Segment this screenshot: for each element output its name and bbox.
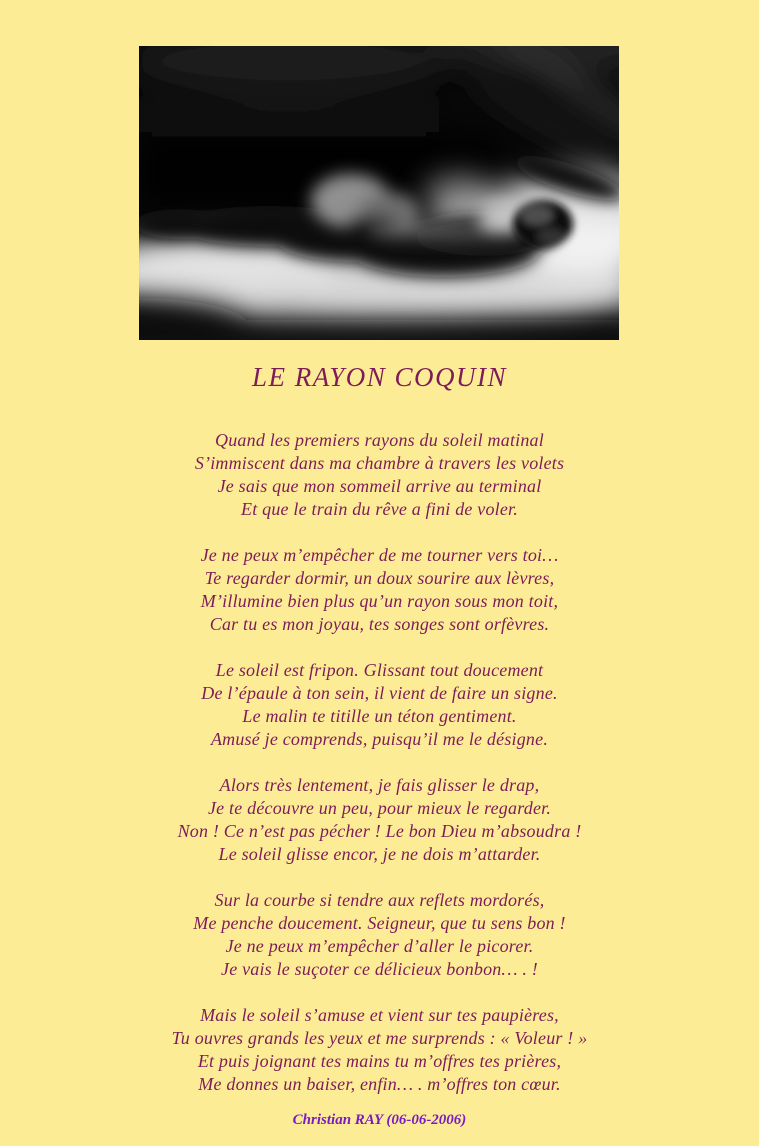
poem-title: LE RAYON COQUIN (251, 362, 508, 392)
poem-line: Je vais le suçoter ce délicieux bonbon… . ! (221, 959, 538, 979)
stanza-6 (0, 1004, 759, 1096)
stanza-1 (0, 429, 759, 521)
poem-line: Et puis joignant tes mains tu m’offres tes prières, (197, 1051, 562, 1071)
poem-line: Le soleil glisse encor, je ne dois m’attarder. (218, 844, 541, 864)
poem-line: Non ! Ce n’est pas pécher ! Le bon Dieu m’absoudra ! (177, 821, 582, 841)
poem-line: Le soleil est fripon. Glissant tout doucement (215, 660, 544, 680)
poem-line: Je te découvre un peu, pour mieux le regarder. (207, 798, 552, 818)
poem-line: M’illumine bien plus qu’un rayon sous mon toit, (200, 591, 559, 611)
poem-line: Me donnes un baiser, enfin… . m’offres ton cœur. (198, 1074, 561, 1094)
stanza-2 (0, 544, 759, 636)
poem-line: Amusé je comprends, puisqu’il me le désigne. (210, 729, 549, 749)
poem-body (0, 429, 759, 1096)
poem-line: Le malin te titille un téton gentiment. (242, 706, 517, 726)
poem-line: Sur la courbe si tendre aux reflets mordorés, (214, 890, 545, 910)
poem-line: Je ne peux m’empêcher d’aller le picorer. (225, 936, 534, 956)
author-signature: Christian RAY (06-06-2006) (292, 1112, 467, 1128)
poem-line: Te regarder dormir, un doux sourire aux lèvres, (204, 568, 555, 588)
poem-line: Tu ouvres grands les yeux et me surprends : « Voleur ! » (171, 1028, 588, 1048)
poem-line: De l’épaule à ton sein, il vient de faire un signe. (201, 683, 558, 703)
stanza-3 (0, 659, 759, 751)
poem-line: Je ne peux m’empêcher de me tourner vers toi… (200, 545, 559, 565)
stanza-4 (0, 774, 759, 866)
stanza-5 (0, 889, 759, 981)
poem-line: S’immiscent dans ma chambre à travers les volets (194, 453, 565, 473)
poem-line: Mais le soleil s’amuse et vient sur tes paupières, (200, 1005, 559, 1025)
poem-line: Alors très lentement, je fais glisser le drap, (219, 775, 540, 795)
poem-line: Quand les premiers rayons du soleil matinal (215, 430, 544, 450)
poem-line: Car tu es mon joyau, tes songes sont orfèvres. (209, 614, 550, 634)
poem-line: Et que le train du rêve a fini de voler. (241, 499, 518, 519)
poem-line: Je sais que mon sommeil arrive au terminal (217, 476, 542, 496)
poem-line: Me penche doucement. Seigneur, que tu sens bon ! (193, 913, 566, 933)
